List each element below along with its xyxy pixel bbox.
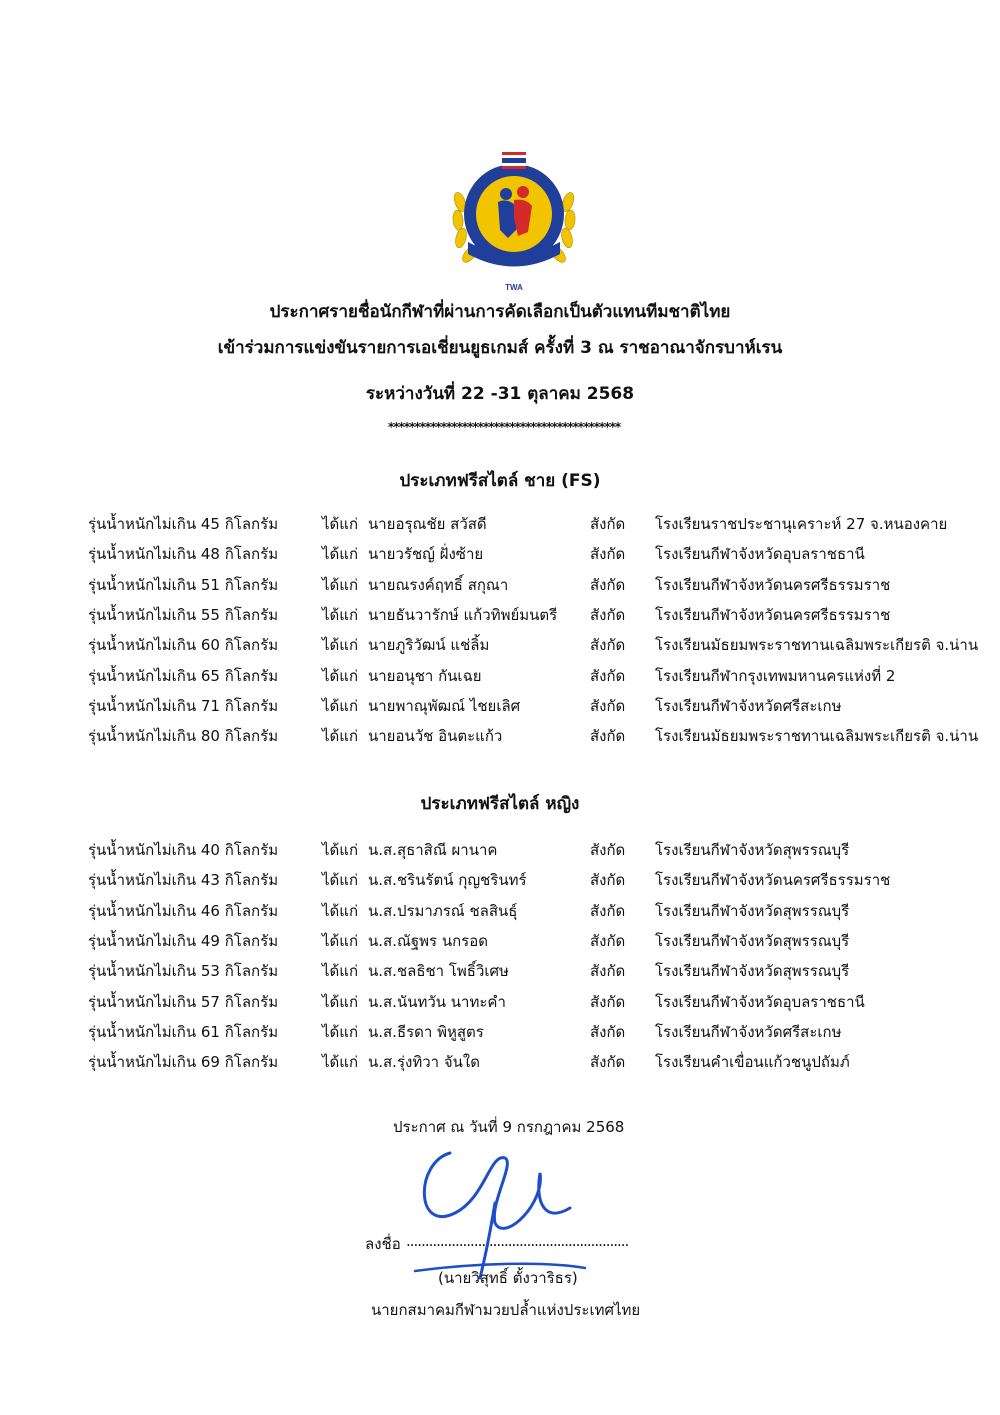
list-item <box>0 931 1000 961</box>
athlete-name: น.ส.ชรินรัตน์ กุญชรินทร์ <box>368 871 527 890</box>
weight-class: รุ่นน้ำหนักไม่เกิน 55 กิโลกรัม <box>88 605 279 624</box>
list-item <box>0 840 1000 870</box>
weight-class: รุ่นน้ำหนักไม่เกิน 61 กิโลกรัม <box>88 1022 279 1041</box>
athlete-name: นายภูริวัฒน์ แช่ลิ้ม <box>368 636 490 655</box>
affiliation-label: สังกัด <box>590 962 626 981</box>
list-item <box>0 514 1000 544</box>
weight-class: รุ่นน้ำหนักไม่เกิน 53 กิโลกรัม <box>88 962 279 981</box>
signer-position: นายกสมาคมกีฬามวยปล้ำแห่งประเทศไทย <box>371 1301 641 1319</box>
list-item <box>0 961 1000 991</box>
awarded-label: ได้แก่ <box>322 696 359 715</box>
awarded-label: ได้แก่ <box>322 1053 359 1072</box>
list-item <box>0 544 1000 574</box>
athlete-name: น.ส.รุ่งทิวา จันใด <box>368 1053 480 1072</box>
list-item <box>0 635 1000 665</box>
awarded-label: ได้แก่ <box>322 575 359 594</box>
title-line-2: เข้าร่วมการแข่งขันรายการเอเชี่ยนยูธเกมส์ ครั้งที่ 3 ณ ราชอาณาจักรบาห์เรน <box>217 338 783 358</box>
list-item <box>0 575 1000 605</box>
handwritten-signature <box>395 1143 595 1283</box>
athlete-name: น.ส.ชลธิชา โพธิ์วิเศษ <box>368 962 509 981</box>
awarded-label: ได้แก่ <box>322 545 359 564</box>
sign-line: ........................................................... <box>406 1232 629 1250</box>
school-name: โรงเรียนกีฬาจังหวัดสุพรรณบุรี <box>655 901 850 920</box>
weight-class: รุ่นน้ำหนักไม่เกิน 43 กิโลกรัม <box>88 871 279 890</box>
affiliation-label: สังกัด <box>590 871 626 890</box>
athlete-name: นายอรุณชัย สวัสดี <box>368 515 487 533</box>
list-item <box>0 992 1000 1022</box>
affiliation-label: สังกัด <box>590 545 626 564</box>
affiliation-label: สังกัด <box>590 992 626 1011</box>
announce-date: ประกาศ ณ วันที่ 9 กรกฎาคม 2568 <box>393 1118 625 1136</box>
weight-class: รุ่นน้ำหนักไม่เกิน 49 กิโลกรัม <box>88 931 279 950</box>
affiliation-label: สังกัด <box>590 636 626 655</box>
separator: ******************************************** <box>388 420 621 434</box>
affiliation-label: สังกัด <box>590 901 626 920</box>
list-item <box>0 666 1000 696</box>
affiliation-label: สังกัด <box>590 1022 626 1041</box>
weight-class: รุ่นน้ำหนักไม่เกิน 45 กิโลกรัม <box>88 515 279 533</box>
women-section-title: ประเภทฟรีสไตล์ หญิง <box>420 794 580 814</box>
school-name: โรงเรียนกีฬาจังหวัดสุพรรณบุรี <box>655 931 850 950</box>
school-name: โรงเรียนกีฬาจังหวัดนครศรีธรรมราช <box>655 605 891 624</box>
weight-class: รุ่นน้ำหนักไม่เกิน 40 กิโลกรัม <box>88 841 279 859</box>
awarded-label: ได้แก่ <box>322 841 359 859</box>
school-name: โรงเรียนกีฬาจังหวัดนครศรีธรรมราช <box>655 871 891 890</box>
athlete-name: นายณรงค์ฤทธิ์ สกุณา <box>368 575 509 594</box>
list-item <box>0 726 1000 756</box>
school-name: โรงเรียนกีฬาจังหวัดสุพรรณบุรี <box>655 962 850 981</box>
awarded-label: ได้แก่ <box>322 901 359 920</box>
awarded-label: ได้แก่ <box>322 1022 359 1041</box>
athlete-name: นายธันวารักษ์ แก้วทิพย์มนตรี <box>368 605 558 624</box>
weight-class: รุ่นน้ำหนักไม่เกิน 80 กิโลกรัม <box>88 727 279 746</box>
men-section-title: ประเภทฟรีสไตล์ ชาย (FS) <box>399 471 601 491</box>
school-name: โรงเรียนราชประชานุเคราะห์ 27 จ.หนองคาย <box>655 515 948 533</box>
list-item <box>0 901 1000 931</box>
awarded-label: ได้แก่ <box>322 871 359 890</box>
weight-class: รุ่นน้ำหนักไม่เกิน 60 กิโลกรัม <box>88 636 279 655</box>
athlete-name: น.ส.ณัฐพร นกรอด <box>368 931 488 950</box>
awarded-label: ได้แก่ <box>322 515 359 533</box>
school-name: โรงเรียนกีฬาจังหวัดสุพรรณบุรี <box>655 841 850 859</box>
logo-abbr: TWA <box>505 283 523 292</box>
school-name: โรงเรียนกีฬาจังหวัดศรีสะเกษ <box>655 696 842 715</box>
weight-class: รุ่นน้ำหนักไม่เกิน 71 กิโลกรัม <box>88 696 279 715</box>
awarded-label: ได้แก่ <box>322 605 359 624</box>
school-name: โรงเรียนกีฬาจังหวัดนครศรีธรรมราช <box>655 575 891 594</box>
school-name: โรงเรียนกีฬาจังหวัดอุบลราชธานี <box>655 545 865 564</box>
athlete-name: นายวรัชญ์ ฝั่งซ้าย <box>368 545 484 564</box>
athlete-name: น.ส.ธีรดา พิหูสูตร <box>368 1022 484 1041</box>
affiliation-label: สังกัด <box>590 575 626 594</box>
athlete-name: น.ส.สุธาสิณี ผานาค <box>368 841 498 859</box>
weight-class: รุ่นน้ำหนักไม่เกิน 57 กิโลกรัม <box>88 992 279 1011</box>
list-item <box>0 1022 1000 1052</box>
signer-name: (นายวิสุทธิ์ ตั้งวาริธร) <box>438 1269 578 1287</box>
awarded-label: ได้แก่ <box>322 931 359 950</box>
athlete-name: นายพาณุพัฒณ์ ไชยเลิศ <box>368 696 521 715</box>
awarded-label: ได้แก่ <box>322 666 359 685</box>
awarded-label: ได้แก่ <box>322 962 359 981</box>
list-item <box>0 870 1000 900</box>
affiliation-label: สังกัด <box>590 605 626 624</box>
list-item <box>0 605 1000 635</box>
affiliation-label: สังกัด <box>590 727 626 746</box>
affiliation-label: สังกัด <box>590 696 626 715</box>
athlete-name: น.ส.ปรมาภรณ์ ชลสินธุ์ <box>368 901 518 920</box>
date-range: ระหว่างวันที่ 22 -31 ตุลาคม 2568 <box>365 384 635 404</box>
affiliation-label: สังกัด <box>590 931 626 950</box>
awarded-label: ได้แก่ <box>322 727 359 746</box>
school-name: โรงเรียนกีฬาจังหวัดศรีสะเกษ <box>655 1022 842 1041</box>
sign-label: ลงชื่อ <box>365 1235 401 1253</box>
school-name: โรงเรียนกีฬากรุงเทพมหานครแห่งที่ 2 <box>655 666 896 685</box>
title-line-1: ประกาศรายชื่อนักกีฬาที่ผ่านการคัดเลือกเป็นตัวแทนทีมชาติไทย <box>269 302 731 322</box>
athlete-name: นายอนวัช อินตะแก้ว <box>368 727 503 746</box>
awarded-label: ได้แก่ <box>322 636 359 655</box>
athlete-name: น.ส.นันทวัน นาทะคำ <box>368 992 506 1011</box>
affiliation-label: สังกัด <box>590 841 626 859</box>
list-item <box>0 1052 1000 1082</box>
awarded-label: ได้แก่ <box>322 992 359 1011</box>
association-logo <box>448 142 580 300</box>
list-item <box>0 696 1000 726</box>
weight-class: รุ่นน้ำหนักไม่เกิน 65 กิโลกรัม <box>88 666 279 685</box>
school-name: โรงเรียนคำเขื่อนแก้วชนูปถัมภ์ <box>655 1053 850 1072</box>
athlete-name: นายอนุชา กันเฉย <box>368 666 482 685</box>
affiliation-label: สังกัด <box>590 515 626 533</box>
school-name: โรงเรียนมัธยมพระราชทานเฉลิมพระเกียรติ จ.น่าน <box>655 727 979 746</box>
weight-class: รุ่นน้ำหนักไม่เกิน 51 กิโลกรัม <box>88 575 279 594</box>
weight-class: รุ่นน้ำหนักไม่เกิน 69 กิโลกรัม <box>88 1053 279 1072</box>
school-name: โรงเรียนกีฬาจังหวัดอุบลราชธานี <box>655 992 865 1011</box>
school-name: โรงเรียนมัธยมพระราชทานเฉลิมพระเกียรติ จ.น่าน <box>655 636 979 655</box>
weight-class: รุ่นน้ำหนักไม่เกิน 46 กิโลกรัม <box>88 901 279 920</box>
affiliation-label: สังกัด <box>590 1053 626 1072</box>
affiliation-label: สังกัด <box>590 666 626 685</box>
weight-class: รุ่นน้ำหนักไม่เกิน 48 กิโลกรัม <box>88 545 279 564</box>
